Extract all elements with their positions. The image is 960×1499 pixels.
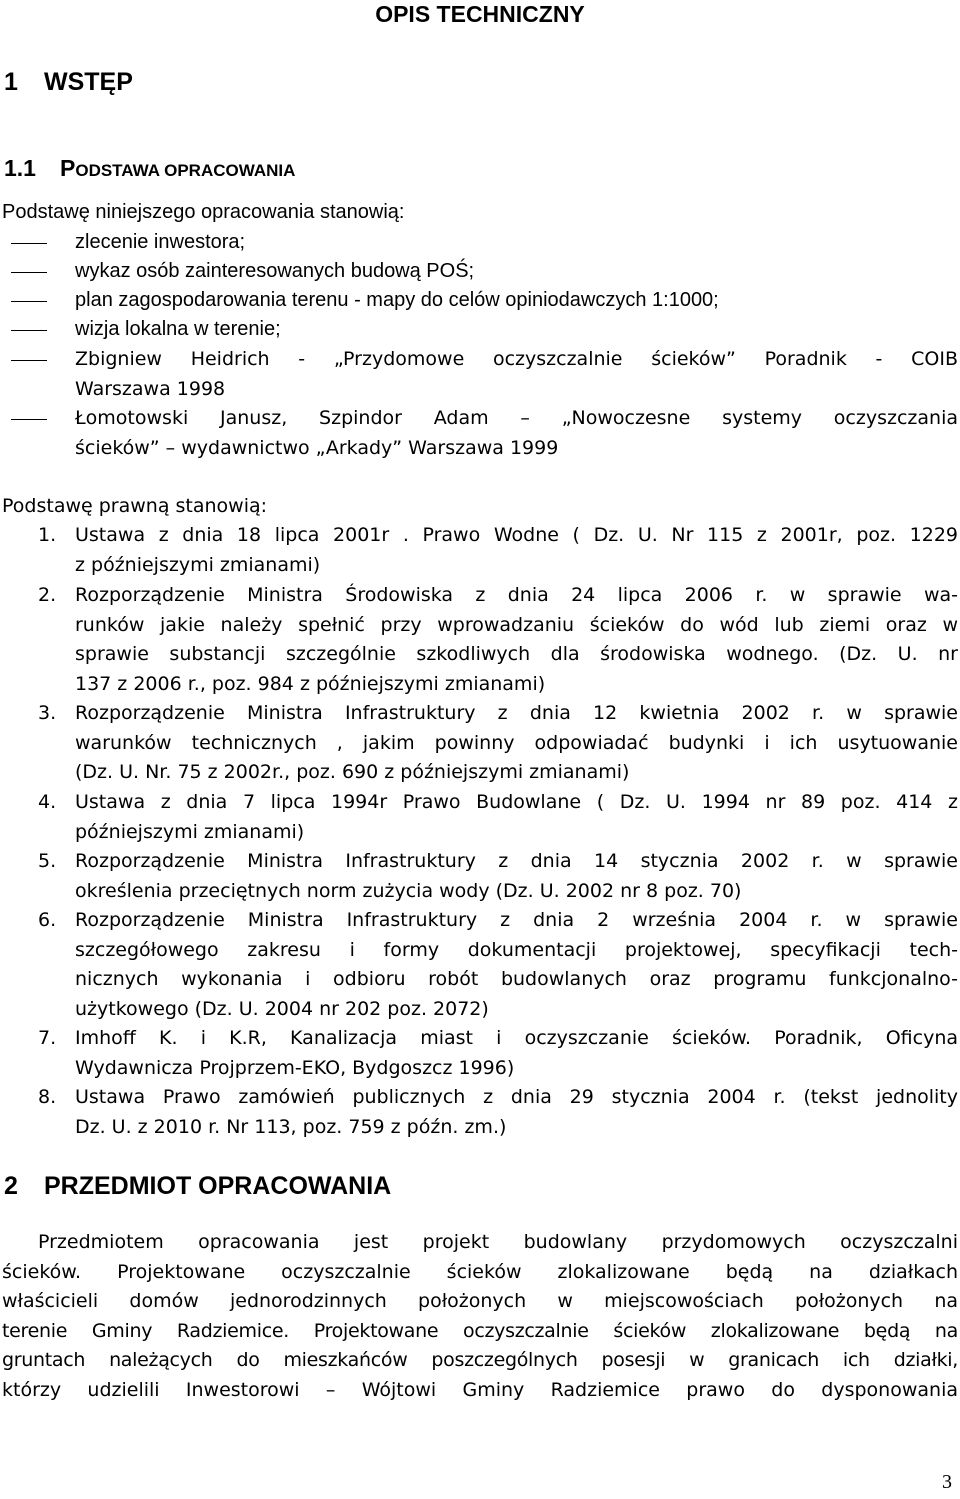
dash-marker [11, 272, 47, 273]
paragraph-line: terenie Gminy Radziemice. Projektowane oczyszczalnie ścieków zlokalizowane będą na [2, 1319, 958, 1342]
legal-item-8-line: Ustawa Prawo zamówień publicznych z dnia 29 stycznia 2004 r. (tekst jednolity [75, 1086, 958, 1108]
section-1-title: WSTĘP [44, 68, 133, 96]
section-2-paragraph [2, 1228, 958, 1406]
legal-item-3-line: (Dz. U. Nr. 75 z 2002r., poz. 690 z późniejszymi zmianami) [75, 761, 630, 783]
subsection-1-1-title-rest: ODSTAWA OPRACOWANIA [75, 161, 296, 180]
legal-item-number: 8. [38, 1086, 57, 1108]
legal-item-7-line: Wydawnicza Projprzem-EKO, Bydgoszcz 1996) [75, 1056, 515, 1079]
subsection-1-1-heading [4, 155, 295, 184]
legal-item-number: 2. [38, 584, 57, 606]
legal-item-3 [75, 699, 958, 788]
legal-item-6 [75, 906, 958, 1024]
legal-item-2-line: runków jakie należy spełnić przy wprowadzaniu ścieków do wód lub ziemi oraz w [75, 613, 958, 636]
legal-item-1-line: Ustawa z dnia 18 lipca 2001r . Prawo Wodne ( Dz. U. Nr 115 z 2001r, poz. 1229 [75, 524, 958, 546]
section-2-number: 2 [4, 1172, 18, 1200]
legal-item-2-line: 137 z 2006 r., poz. 984 z późniejszymi zmianami) [75, 672, 546, 695]
basis-item-3: plan zagospodarowania terenu - mapy do celów opiniodawczych 1:1000; [75, 289, 719, 311]
legal-item-1 [75, 521, 958, 580]
basis-intro: Podstawę niniejszego opracowania stanowią: [2, 201, 405, 223]
page-number: 3 [942, 1471, 952, 1493]
legal-item-4-line: Ustawa z dnia 7 lipca 1994r Prawo Budowlane ( Dz. U. 1994 nr 89 poz. 414 z [75, 791, 958, 813]
legal-item-6-line: szczegółowego zakresu i formy dokumentacji projektowej, specyfikacji tech- [75, 938, 958, 961]
document-title: OPIS TECHNICZNY [375, 1, 585, 27]
legal-item-4 [75, 788, 958, 847]
legal-item-3-line: Rozporządzenie Ministra Infrastruktury z dnia 12 kwietnia 2002 r. w sprawie [75, 702, 958, 724]
section-2-heading [4, 1171, 391, 1201]
section-1-number: 1 [4, 68, 18, 96]
legal-item-number: 5. [38, 850, 57, 872]
basis-item-1: zlecenie inwestora; [75, 231, 246, 253]
dash-marker [11, 243, 47, 244]
basis-item-6 [75, 404, 958, 463]
legal-item-2-line: Rozporządzenie Ministra Środowiska z dnia 24 lipca 2006 r. w sprawie wa- [75, 584, 958, 606]
legal-item-1-line: z późniejszymi zmianami) [75, 553, 321, 576]
legal-item-6-line: Rozporządzenie Ministra Infrastruktury z dnia 2 września 2004 r. w sprawie [75, 909, 958, 931]
legal-basis-intro: Podstawę prawną stanowią: [2, 495, 268, 517]
legal-item-5 [75, 847, 958, 906]
basis-item-4: wizja lokalna w terenie; [75, 318, 281, 340]
section-2-title: PRZEDMIOT OPRACOWANIA [44, 1172, 392, 1200]
legal-item-5-line: określenia przeciętnych norm zużycia wody (Dz. U. 2002 nr 8 poz. 70) [75, 879, 742, 902]
legal-item-number: 1. [38, 524, 57, 546]
paragraph-line: którzy udzielili Inwestorowi – Wójtowi Gminy Radziemice prawo do dysponowania [2, 1378, 958, 1401]
legal-item-number: 3. [38, 702, 57, 724]
basis-item-6-line-1: Łomotowski Janusz, Szpindor Adam – „Nowoczesne systemy oczyszczania [75, 407, 958, 429]
subsection-1-1-title-initial: P [60, 155, 76, 181]
legal-item-7 [75, 1024, 958, 1083]
legal-item-5-line: Rozporządzenie Ministra Infrastruktury z dnia 14 stycznia 2002 r. w sprawie [75, 850, 958, 872]
basis-item-5-line-1: Zbigniew Heidrich - „Przydomowe oczyszczalnie ścieków” Poradnik - COIB [75, 348, 958, 370]
dash-marker [11, 360, 47, 361]
legal-item-2-line: sprawie substancji szczególnie szkodliwych dla środowiska wodnego. (Dz. U. nr [75, 643, 958, 665]
legal-item-2 [75, 581, 958, 699]
basis-item-2: wykaz osób zainteresowanych budową POŚ; [75, 260, 475, 282]
basis-item-5 [75, 345, 958, 404]
paragraph-line: ścieków. Projektowane oczyszczalnie ścieków zlokalizowane będą na działkach [2, 1260, 958, 1283]
legal-item-6-line: nicznych wykonania i odbioru robót budowlanych oraz programu funkcjonalno- [75, 968, 958, 990]
paragraph-line: gruntach należących do mieszkańców poszczególnych posesji w granicach ich działki, [2, 1349, 958, 1372]
legal-item-8 [75, 1083, 958, 1142]
section-1-heading [4, 67, 133, 97]
paragraph-line: Przedmiotem opracowania jest projekt budowlany przydomowych oczyszczalni [38, 1231, 958, 1253]
basis-item-6-line-2: ścieków” – wydawnictwo „Arkady” Warszawa 1999 [75, 436, 559, 459]
subsection-1-1-number: 1.1 [4, 155, 36, 181]
legal-item-4-line: późniejszymi zmianami) [75, 820, 305, 843]
legal-item-number: 4. [38, 791, 57, 813]
legal-item-6-line: użytkowego (Dz. U. 2004 nr 202 poz. 2072) [75, 997, 489, 1020]
paragraph-line: właścicieli domów jednorodzinnych położonych w miejscowościach położonych na [2, 1290, 958, 1313]
legal-item-7-line: Imhoff K. i K.R, Kanalizacja miast i oczyszczanie ścieków. Poradnik, Oficyna [75, 1027, 958, 1049]
dash-marker [11, 301, 47, 302]
dash-marker [11, 330, 47, 331]
dash-marker [11, 419, 47, 420]
legal-item-8-line: Dz. U. z 2010 r. Nr 113, poz. 759 z późn. zm.) [75, 1115, 507, 1138]
basis-item-5-line-2: Warszawa 1998 [75, 377, 226, 400]
legal-item-number: 6. [38, 909, 57, 931]
legal-item-3-line: warunków technicznych , jakim powinny odpowiadać budynki i ich usytuowanie [75, 731, 958, 754]
legal-item-number: 7. [38, 1027, 57, 1049]
